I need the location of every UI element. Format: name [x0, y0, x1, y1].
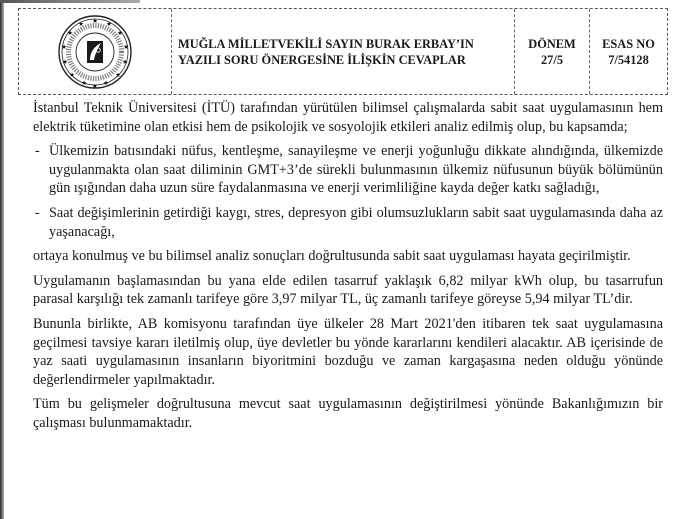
svg-text:★: ★	[69, 70, 75, 79]
conclusion-paragraph: ortaya konulmuş ve bu bilimsel analiz sonuçları doğrultusunda sabit saat uygulaması hayata geçirilmiştir.	[33, 248, 631, 265]
svg-text:●: ●	[93, 82, 97, 88]
bullet-marker: -	[35, 204, 40, 221]
eu-paragraph: Bununla birlikte, AB komisyonu tarafından üye ülkeler 28 Mart 2021'den itibaren tek saat uygulamasına geçilmesi tavsiye kararı iletilmiş olup, üye devletler bu yönde kararlarını kendileri alacaktır. AB içerisinde de yaz saati uygulamasının insanların biyoritmini bozduğu ve zaman kargaşasına neden olduğu yönünde değerlendirmeler yapılmaktadır.	[33, 315, 663, 388]
finding-item	[33, 142, 663, 198]
final-paragraph: Tüm bu gelişmeler doğrultusuna mevcut saat uygulamasının değiştirilmesi yönünde Bakanlığımızın bir çalışması bulunmamaktadır.	[33, 396, 663, 431]
svg-text:★: ★	[62, 57, 68, 66]
seal-cell	[19, 9, 172, 94]
scan-edge-top	[0, 0, 140, 3]
donem-label: DÖNEM	[528, 36, 576, 51]
savings-paragraph: Uygulamanın başlamasından bu yana elde edilen tasarruf yaklaşık 6,82 milyar kWh olup, bu tasarrufun parasal karşılığı tek zamanlı tarifeye göre 3,97 milyar TL, üç zamanlı tarifeye göreyse 5,94 milyar TL’dir.	[33, 272, 663, 308]
svg-text:★: ★	[103, 78, 109, 87]
bullet-marker: -	[35, 143, 40, 160]
finding-text: Ülkemizin batısındaki nüfus, kentleşme, sanayileşme ve enerji yoğunluğu dikkate alındığında, ülkemizde uygulanmakta olan saat diliminin GMT+3’de sürekli bulunmasının ülkemiz nüfusunun büyük bölümünün gün ışığından daha uzun süre faydalanmasına ve enerji verimliliğine kayda değer katkı sağladığı,	[49, 143, 663, 197]
scan-edge	[0, 0, 4, 519]
finding-item	[33, 204, 663, 241]
esas-cell	[590, 9, 667, 94]
svg-text:★: ★	[61, 42, 67, 51]
svg-text:★: ★	[123, 42, 129, 51]
svg-text:★: ★	[92, 16, 98, 25]
svg-text:★: ★	[67, 28, 73, 37]
svg-text:★: ★	[117, 28, 123, 37]
svg-text:★: ★	[115, 70, 121, 79]
svg-text:★: ★	[81, 78, 87, 87]
svg-text:★: ★	[106, 19, 112, 28]
intro-paragraph: İstanbul Teknik Üniversitesi (İTÜ) tarafından yürütülen bilimsel çalışmalarda sabit saat uygulamasının hem elektrik tüketimine olan etkisi hem de psikolojik ve sosyolojik etkileri analiz edilmiş olup, bu kapsamda;	[33, 100, 663, 135]
svg-text:★: ★	[78, 19, 84, 28]
svg-text:★: ★	[122, 57, 128, 66]
document-title: MUĞLA MİLLETVEKİLİ SAYIN BURAK ERBAY’IN YAZILI SORU ÖNERGESİNE İLİŞKİN CEVAPLAR	[178, 36, 474, 67]
findings-list	[33, 142, 663, 241]
donem-value: 27/5	[540, 52, 564, 67]
document-body	[33, 99, 663, 433]
esas-value: 7/54128	[608, 52, 649, 67]
esas-label: ESAS NO	[602, 36, 655, 51]
title-cell	[172, 9, 515, 94]
document-header	[18, 8, 668, 95]
donem-cell	[515, 9, 590, 94]
finding-text: Saat değişimlerinin getirdiği kaygı, stres, depresyon gibi olumsuzlukların sabit saat uygulamasında daha az yaşanacağı,	[49, 204, 663, 240]
ministry-seal-icon	[57, 14, 133, 90]
